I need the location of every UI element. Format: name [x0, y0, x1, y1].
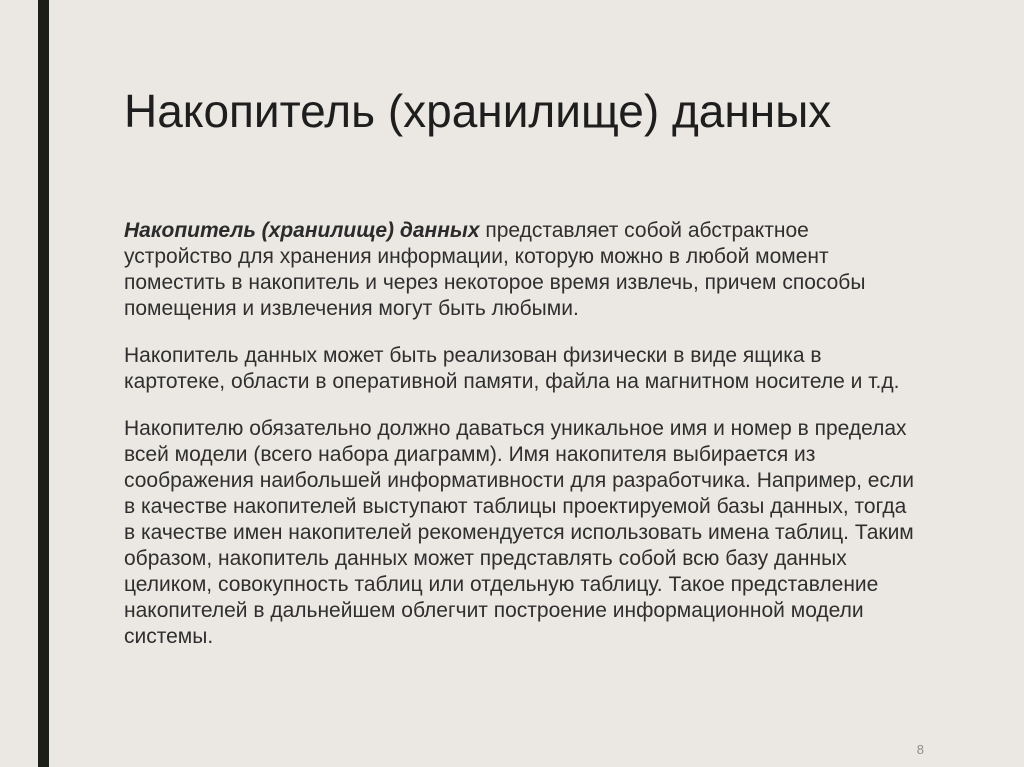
slide-body	[124, 218, 914, 671]
defined-term: Накопитель (хранилище) данных	[124, 219, 480, 242]
paragraph-implementation: Накопитель данных может быть реализован физически в виде ящика в картотеке, области в оперативной памяти, файла на магнитном носителе и т.д.	[124, 344, 900, 393]
slide-title: Накопитель (хранилище) данных	[124, 85, 832, 137]
definition-text: представляет собой абстрактное устройство для хранения информации, которую можно в любой момент поместить в накопитель и через некоторое время извлечь, причем способы помещения и извлечения могут быть любыми.	[124, 219, 866, 320]
left-accent-bar	[38, 0, 49, 767]
paragraph-naming: Накопителю обязательно должно даваться уникальное имя и номер в пределах всей модели (всего набора диаграмм). Имя накопителя выбирается из соображения наибольшей информативности для разработчика. Например, если в качестве накопителей выступают таблицы проектируемой базы данных, тогда в качестве имен накопителей рекомендуется использовать имена таблиц. Таким образом, накопитель данных может представлять собой всю базу данных целиком, совокупность таблиц или отдельную таблицу. Такое представление накопителей в дальнейшем облегчит построение информационной модели системы.	[124, 417, 914, 648]
page-number: 8	[916, 742, 924, 757]
paragraph-definition	[124, 218, 914, 322]
